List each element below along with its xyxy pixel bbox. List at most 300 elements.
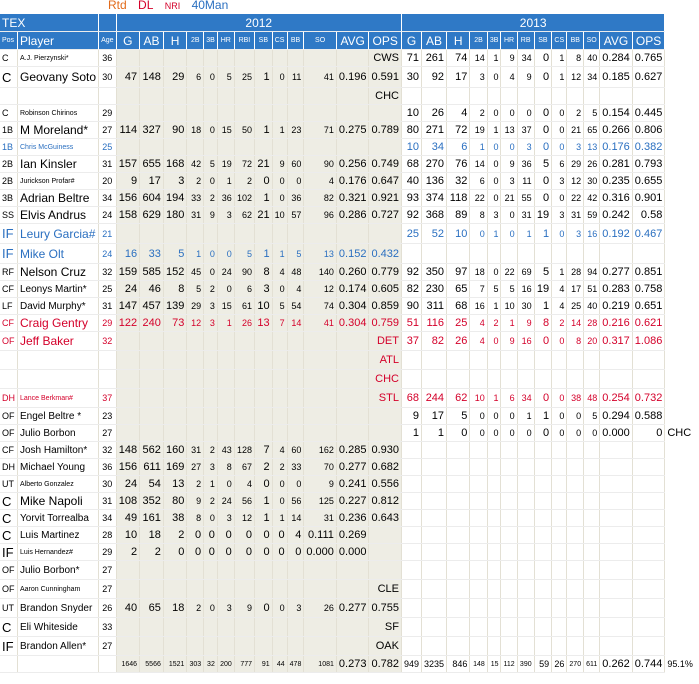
player-name[interactable]: Leonys Martin* (18, 281, 99, 298)
player-name[interactable]: Josh Hamilton* (18, 442, 99, 459)
stat-2013-cell: 0.732 (632, 389, 665, 408)
player-age: 27 (99, 561, 116, 580)
stat-2013-cell (517, 88, 534, 105)
stat-2012-cell: 96 (304, 207, 337, 224)
player-name[interactable]: Yorvit Torrealba (18, 510, 99, 527)
stat-2012-cell (140, 370, 164, 389)
total-2012-cell: 5566 (140, 656, 164, 673)
stat-2013-cell: 1 (470, 139, 487, 156)
stat-2012-cell: 33 (287, 459, 304, 476)
stat-2013-cell (534, 351, 552, 370)
stat-2012-cell: 0.591 (369, 67, 402, 88)
player-name[interactable]: Jeff Baker (18, 332, 99, 351)
player-age: 31 (99, 298, 116, 315)
stat-2013-cell: 0.765 (632, 50, 665, 67)
stat-2012-cell (304, 332, 337, 351)
player-position (0, 88, 18, 105)
stat-2012-cell: 0 (204, 67, 218, 88)
player-position: C (0, 618, 18, 637)
stat-2013-cell: 7 (470, 281, 487, 298)
stat-2012-cell: 61 (234, 298, 254, 315)
stat-2012-cell (255, 561, 273, 580)
stat-2013-cell: 8 (470, 207, 487, 224)
player-row (0, 224, 699, 244)
stat-2012-cell (369, 561, 402, 580)
stat-2013-cell (534, 637, 552, 656)
stat-2012-cell (116, 105, 140, 122)
stat-header-2012-ops[interactable]: OPS (369, 32, 402, 50)
stat-2013-cell: 0 (487, 67, 501, 88)
stat-2013-cell (600, 244, 633, 264)
stat-2013-cell: 1 (517, 224, 534, 244)
stat-2013-cell (584, 88, 600, 105)
player-name[interactable]: Eli Whiteside (18, 618, 99, 637)
player-position: 1B (0, 122, 18, 139)
stat-header-2012-2b[interactable]: 2B (187, 32, 204, 50)
stat-2012-cell: 80 (163, 493, 187, 510)
stat-2013-cell (487, 561, 501, 580)
stat-2012-cell (336, 389, 369, 408)
stat-header-2013-sb[interactable]: SB (534, 32, 552, 50)
stat-2012-cell: 1 (255, 493, 273, 510)
player-name[interactable]: Mike Olt (18, 244, 99, 264)
stat-2012-cell (217, 370, 234, 389)
stat-2013-cell: 0.235 (600, 173, 633, 190)
stat-2013-cell: 48 (584, 389, 600, 408)
stat-header-2012-sb[interactable]: SB (255, 32, 273, 50)
stat-2013-cell: 1 (401, 425, 421, 442)
stat-2013-cell: 38 (567, 389, 584, 408)
stat-2012-cell (304, 425, 337, 442)
stat-2013-cell: 118 (447, 190, 470, 207)
stat-2012-cell: 8 (163, 281, 187, 298)
stat-2013-cell: 40 (584, 298, 600, 315)
player-name[interactable]: Craig Gentry (18, 315, 99, 332)
player-name[interactable]: Engel Beltre * (18, 408, 99, 425)
stat-2012-cell: 29 (187, 298, 204, 315)
stat-2013-cell: 32 (447, 173, 470, 190)
stat-2013-cell: 55 (517, 190, 534, 207)
stat-2013-cell (487, 527, 501, 544)
stat-2013-cell: 93 (401, 190, 421, 207)
stat-2013-cell (632, 580, 665, 599)
stat-2013-cell: 0 (567, 425, 584, 442)
player-age: 33 (99, 618, 116, 637)
player-name[interactable]: Leury Garcia# (18, 224, 99, 244)
player-name[interactable]: David Murphy* (18, 298, 99, 315)
stat-2013-cell: 0.219 (600, 298, 633, 315)
stat-2013-cell (552, 493, 567, 510)
stat-2012-cell: 15 (217, 122, 234, 139)
stat-2012-cell: 0.260 (336, 264, 369, 281)
stat-2012-cell (217, 88, 234, 105)
stat-2012-cell: 2 (255, 459, 273, 476)
stat-2012-cell: 0 (217, 527, 234, 544)
player-row (0, 599, 699, 618)
stat-2012-cell: 8 (187, 510, 204, 527)
player-name[interactable]: Chris McGuiness (18, 139, 99, 156)
stat-2013-cell: 72 (447, 122, 470, 139)
stat-2012-cell (140, 580, 164, 599)
stat-2013-cell: 0 (552, 190, 567, 207)
player-name[interactable]: Luis Hernandez# (18, 544, 99, 561)
stat-2012-cell: 140 (304, 264, 337, 281)
player-position: IF (0, 224, 18, 244)
stat-header-2012-rbi[interactable]: RBI (234, 32, 254, 50)
player-age: 31 (99, 156, 116, 173)
stat-2013-cell: 0 (632, 425, 665, 442)
stat-2013-cell: 9 (401, 408, 421, 425)
stat-2013-cell: 76 (447, 156, 470, 173)
age-column-header[interactable]: Age (99, 32, 116, 50)
player-column-header[interactable]: Player (18, 32, 99, 50)
player-name[interactable]: Nelson Cruz (18, 264, 99, 281)
stat-2012-cell (163, 561, 187, 580)
stat-2012-cell (255, 50, 273, 67)
stat-2013-cell (422, 544, 447, 561)
player-name[interactable]: Elvis Andrus (18, 207, 99, 224)
stat-2012-cell: 90 (163, 122, 187, 139)
stat-2012-cell (116, 425, 140, 442)
player-name[interactable]: Alberto Gonzalez (18, 476, 99, 493)
stat-2012-cell: 56 (287, 493, 304, 510)
stat-header-2012-g[interactable]: G (116, 32, 140, 50)
stat-2012-cell (255, 637, 273, 656)
stat-2012-cell: 0.643 (369, 510, 402, 527)
total-2012-cell: 303 (187, 656, 204, 673)
stat-2013-cell: 0.154 (600, 105, 633, 122)
stat-2013-cell: 0.284 (600, 50, 633, 67)
stat-2012-cell: 0.304 (336, 315, 369, 332)
stat-2012-cell: 3 (204, 315, 218, 332)
player-row (0, 544, 699, 561)
stat-2013-cell: 89 (447, 207, 470, 224)
player-name[interactable]: Aaron Cunningham (18, 580, 99, 599)
stat-2013-cell: 0.254 (600, 389, 633, 408)
stat-2013-cell (470, 88, 487, 105)
stat-2013-cell (552, 544, 567, 561)
stat-2013-cell: 68 (447, 298, 470, 315)
stat-2013-cell: 0 (447, 425, 470, 442)
player-name[interactable]: Adrian Beltre (18, 190, 99, 207)
stat-2013-cell (422, 637, 447, 656)
stat-2012-cell: 8 (255, 264, 273, 281)
stat-2012-cell (187, 580, 204, 599)
player-age: 34 (99, 190, 116, 207)
stat-2013-cell (470, 580, 487, 599)
stat-2012-cell (204, 618, 218, 637)
stat-2013-cell: 6 (447, 139, 470, 156)
stat-header-2013-h[interactable]: H (447, 32, 470, 50)
stat-2012-cell (272, 637, 287, 656)
stat-2012-cell (272, 618, 287, 637)
stat-2012-cell: 159 (116, 264, 140, 281)
stat-2013-cell: 0 (534, 389, 552, 408)
stat-2012-cell: 36 (217, 190, 234, 207)
stat-2012-cell: 0 (217, 544, 234, 561)
stat-2012-cell: 0 (272, 599, 287, 618)
stat-header-2013-ops[interactable]: OPS (632, 32, 665, 50)
stat-2012-cell: 0.236 (336, 510, 369, 527)
stat-header-2013-3b[interactable]: 3B (487, 32, 501, 50)
player-age: 34 (99, 510, 116, 527)
stat-2012-cell (287, 88, 304, 105)
stat-header-2012-ab[interactable]: AB (140, 32, 164, 50)
stat-2012-cell (336, 332, 369, 351)
stat-2012-cell: 0.859 (369, 298, 402, 315)
total-2013-cell: 270 (567, 656, 584, 673)
player-name[interactable]: Robinson Chirinos (18, 105, 99, 122)
stat-2012-cell (163, 351, 187, 370)
stat-2012-cell (336, 88, 369, 105)
stat-2013-cell: 0.793 (632, 156, 665, 173)
stat-2013-cell: 25 (447, 315, 470, 332)
stat-2012-cell: 26 (234, 315, 254, 332)
stat-2013-cell: 6 (552, 156, 567, 173)
stat-2012-cell: 9 (272, 156, 287, 173)
stat-header-2013-rb[interactable]: RB (517, 32, 534, 50)
player-name[interactable]: A.J. Pierzynski* (18, 50, 99, 67)
player-row (0, 493, 699, 510)
stat-2012-cell: 1 (272, 122, 287, 139)
stat-2013-cell: 0 (487, 408, 501, 425)
stat-2012-cell (204, 580, 218, 599)
player-position: DH (0, 459, 18, 476)
stat-2013-cell (401, 527, 421, 544)
player-name[interactable]: M Moreland* (18, 122, 99, 139)
stat-2013-cell: 19 (534, 207, 552, 224)
stat-2013-cell: 1 (487, 389, 501, 408)
stat-2013-cell: 4 (447, 105, 470, 122)
stat-2012-cell: 125 (304, 493, 337, 510)
stat-2013-cell (501, 476, 517, 493)
stat-2012-cell: 0.000 (336, 544, 369, 561)
stat-2012-cell: 0 (272, 190, 287, 207)
stat-2012-cell: 0 (204, 544, 218, 561)
stat-2013-cell: 8 (534, 315, 552, 332)
stat-2013-cell: 4 (501, 67, 517, 88)
player-name[interactable]: Brandon Allen* (18, 637, 99, 656)
stat-2012-cell: 4 (287, 527, 304, 544)
stat-2012-cell: 0.930 (369, 442, 402, 459)
legend-40-man: 40Man (191, 0, 229, 12)
stat-2013-cell: 0 (487, 425, 501, 442)
player-age: 27 (99, 637, 116, 656)
stat-2012-cell (187, 561, 204, 580)
stat-2012-cell (217, 351, 234, 370)
player-name[interactable]: Jurickson Profar# (18, 173, 99, 190)
stat-2012-cell: 8 (217, 459, 234, 476)
stat-header-2013-ab[interactable]: AB (422, 32, 447, 50)
stat-2013-cell: 0 (534, 425, 552, 442)
stat-header-2012-bb[interactable]: BB (287, 32, 304, 50)
player-position: IF (0, 544, 18, 561)
team-continuation-row (0, 351, 699, 370)
stat-2012-cell: 148 (116, 442, 140, 459)
player-name (18, 88, 99, 105)
player-name[interactable]: Mike Napoli (18, 493, 99, 510)
stat-2012-cell: 2 (187, 599, 204, 618)
stat-2012-cell (140, 637, 164, 656)
player-name[interactable]: Julio Borbon* (18, 561, 99, 580)
team-transfer-label: ATL (369, 351, 402, 370)
stat-header-2013-avg[interactable]: AVG (600, 32, 633, 50)
stat-2012-cell: 162 (304, 442, 337, 459)
stat-2012-cell (369, 408, 402, 425)
stat-2013-cell (401, 351, 421, 370)
stat-2012-cell: 18 (187, 122, 204, 139)
stat-header-2012-h[interactable]: H (163, 32, 187, 50)
stat-2013-cell (487, 244, 501, 264)
stat-header-2012-avg[interactable]: AVG (336, 32, 369, 50)
stat-2013-cell (584, 370, 600, 389)
stat-header-2012-hr[interactable]: HR (217, 32, 234, 50)
stat-2013-cell (584, 244, 600, 264)
stat-2013-cell (567, 476, 584, 493)
stat-2012-cell: 24 (217, 264, 234, 281)
player-name[interactable]: Luis Martinez (18, 527, 99, 544)
stat-2012-cell: 23 (287, 122, 304, 139)
stat-2012-cell: 1 (272, 244, 287, 264)
stat-2012-cell (234, 332, 254, 351)
player-position: LF (0, 298, 18, 315)
stat-2012-cell: 0 (187, 544, 204, 561)
stat-2012-cell: 4 (234, 476, 254, 493)
stat-2013-cell: 0.277 (600, 264, 633, 281)
total-2012-cell: 200 (217, 656, 234, 673)
stat-2013-cell: 0 (470, 408, 487, 425)
stat-header-2012-cs[interactable]: CS (272, 32, 287, 50)
stat-2012-cell: 10 (255, 298, 273, 315)
stat-2012-cell (234, 351, 254, 370)
stat-2012-cell: 90 (234, 264, 254, 281)
stat-2013-cell (600, 580, 633, 599)
player-name[interactable]: Brandon Snyder (18, 599, 99, 618)
pos-column-header[interactable]: Pos (0, 32, 18, 50)
stat-2012-cell (163, 618, 187, 637)
stat-2012-cell (140, 332, 164, 351)
stat-2012-cell (255, 389, 273, 408)
stat-2012-cell: 0.605 (369, 281, 402, 298)
player-name[interactable]: Michael Young (18, 459, 99, 476)
stat-header-2012-3b[interactable]: 3B (204, 32, 218, 50)
stat-2012-cell: 72 (234, 156, 254, 173)
stat-2012-cell: 0.682 (369, 459, 402, 476)
stat-header-2013-g[interactable]: G (401, 32, 421, 50)
stat-2013-cell: 5 (534, 264, 552, 281)
stat-2012-cell (336, 50, 369, 67)
stat-2013-cell (470, 476, 487, 493)
player-name[interactable]: Geovany Soto (18, 67, 99, 88)
stat-2012-cell: 0 (163, 544, 187, 561)
stat-2013-cell (534, 618, 552, 637)
stat-2013-cell (501, 351, 517, 370)
total-2012-cell: 0.782 (369, 656, 402, 673)
stat-2012-cell (204, 389, 218, 408)
stat-2013-cell: 8 (567, 332, 584, 351)
player-position: C (0, 493, 18, 510)
stat-2013-cell (501, 510, 517, 527)
stat-2013-cell: 0.317 (600, 332, 633, 351)
stat-2013-cell (487, 351, 501, 370)
stat-2013-cell: 19 (470, 122, 487, 139)
stat-2012-cell: 7 (272, 315, 287, 332)
stat-header-2013-cs[interactable]: CS (552, 32, 567, 50)
stat-2013-cell (567, 459, 584, 476)
stat-2013-cell: 68 (401, 389, 421, 408)
stat-2013-cell (584, 637, 600, 656)
stat-2013-cell (447, 351, 470, 370)
player-position: 3B (0, 190, 18, 207)
stat-2013-cell: 69 (517, 264, 534, 281)
stat-2012-cell (116, 332, 140, 351)
stat-2013-cell: 0 (487, 190, 501, 207)
stat-header-2012-so[interactable]: SO (304, 32, 337, 50)
player-position: 2B (0, 173, 18, 190)
stat-2013-cell: 92 (401, 207, 421, 224)
stat-2013-cell (534, 544, 552, 561)
stat-2013-cell: 0 (552, 105, 567, 122)
stat-2012-cell: 45 (187, 264, 204, 281)
stat-2012-cell: 17 (140, 173, 164, 190)
stat-header-2013-bb[interactable]: BB (567, 32, 584, 50)
stat-2013-cell: 2 (487, 315, 501, 332)
player-name[interactable]: Julio Borbon (18, 425, 99, 442)
stat-2013-cell: 29 (567, 156, 584, 173)
stat-2012-cell (336, 561, 369, 580)
stat-2012-cell (272, 580, 287, 599)
stat-2013-cell (517, 544, 534, 561)
stat-2012-cell: 2 (163, 527, 187, 544)
stat-header-2013-so[interactable]: SO (584, 32, 600, 50)
stat-2013-cell: 0 (584, 425, 600, 442)
stat-2012-cell: 60 (287, 442, 304, 459)
stat-2013-cell (567, 351, 584, 370)
stat-2012-cell: 4 (272, 264, 287, 281)
stat-2012-cell: 0.277 (336, 459, 369, 476)
stat-2013-cell (517, 618, 534, 637)
stat-2012-cell (234, 425, 254, 442)
stat-2013-cell: 368 (422, 207, 447, 224)
stat-2012-cell: 5 (204, 156, 218, 173)
stat-2012-cell (234, 139, 254, 156)
stat-2013-cell: 14 (567, 315, 584, 332)
stat-header-2013-hr[interactable]: HR (501, 32, 517, 50)
stat-2012-cell: 152 (163, 264, 187, 281)
stat-2013-cell (567, 599, 584, 618)
stat-2013-cell: 0 (501, 408, 517, 425)
player-age: 29 (99, 544, 116, 561)
player-row (0, 637, 699, 656)
stat-2013-cell: 13 (501, 122, 517, 139)
stat-2013-cell (567, 637, 584, 656)
player-name[interactable]: Lance Berkman# (18, 389, 99, 408)
stat-2013-cell (422, 88, 447, 105)
player-name[interactable]: Ian Kinsler (18, 156, 99, 173)
stat-2012-cell (234, 618, 254, 637)
stat-2012-cell (140, 50, 164, 67)
stat-2013-cell: 1 (487, 122, 501, 139)
stat-2012-cell (217, 408, 234, 425)
total-2013-cell: 949 (401, 656, 421, 673)
stat-2013-cell: 71 (401, 50, 421, 67)
stat-header-2013-2b[interactable]: 2B (470, 32, 487, 50)
stat-2013-cell (401, 599, 421, 618)
stat-2012-cell: 0 (255, 599, 273, 618)
player-age: 29 (99, 105, 116, 122)
stat-2013-cell: 59 (584, 207, 600, 224)
stat-2012-cell: 36 (287, 190, 304, 207)
